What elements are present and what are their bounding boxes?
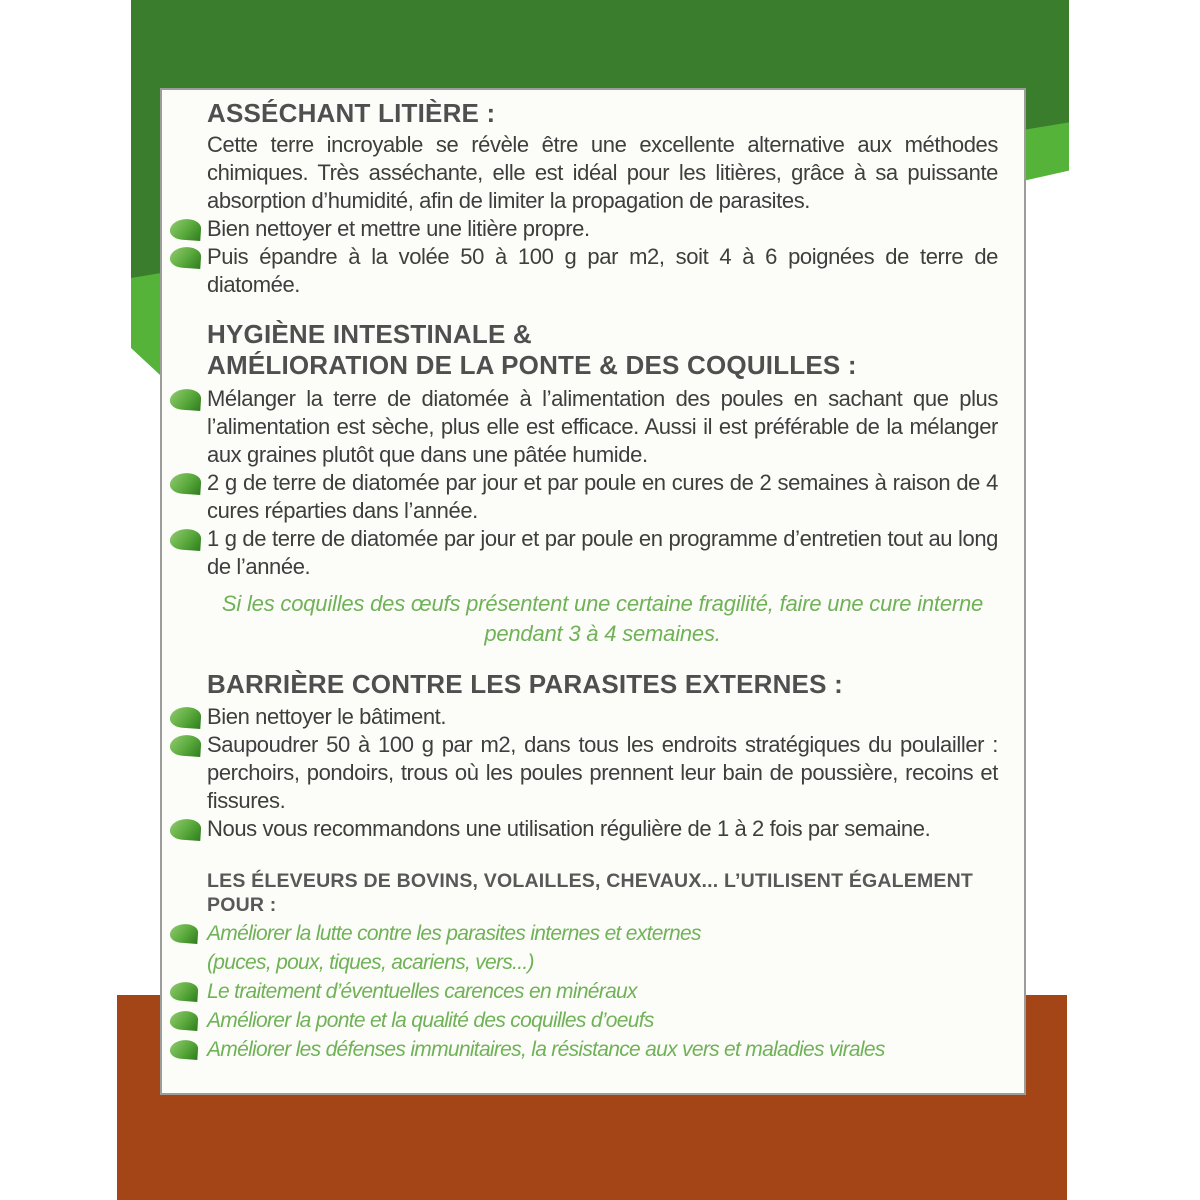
section-heading-line1: HYGIÈNE INTESTINALE & <box>207 319 532 349</box>
leaf-bullet-icon <box>169 818 201 841</box>
list-item-text: Le traitement d’éventuelles carences en minéraux <box>207 980 637 1003</box>
list-item-text: Mélanger la terre de diatomée à l’alimentation des poules en sachant que plus l’alimentation est sèche, plus elle est efficace. Aussi il est préférable de la mélanger aux graines plutôt que dans une pâtée humide. <box>207 386 998 467</box>
leaf-bullet-icon <box>169 218 201 241</box>
list-item <box>207 243 998 299</box>
section-hygiene-intestinale <box>207 319 998 649</box>
list-item <box>207 385 998 469</box>
section-heading: LES ÉLEVEURS DE BOVINS, VOLAILLES, CHEVAUX... L’UTILISENT ÉGALEMENT POUR : <box>207 870 974 916</box>
section-heading-line2: AMÉLIORATION DE LA PONTE & DES COQUILLES : <box>207 350 857 380</box>
egg-shell-note: Si les coquilles des œufs présentent une certaine fragilité, faire une cure interne pendant 3 à 4 semaines. <box>221 591 984 646</box>
list-item-text: 2 g de terre de diatomée par jour et par poule en cures de 2 semaines à raison de 4 cures réparties dans l’année. <box>207 470 998 523</box>
leaf-bullet-icon <box>169 1039 198 1060</box>
list-item-text-line2: (puces, poux, tiques, acariens, vers...) <box>207 951 534 974</box>
section-heading: BARRIÈRE CONTRE LES PARASITES EXTERNES : <box>207 669 843 699</box>
list-item-text: Améliorer la lutte contre les parasites internes et externes <box>207 922 701 945</box>
section-barriere-parasites <box>207 669 998 843</box>
list-item <box>207 815 998 843</box>
list-item <box>207 919 998 977</box>
list-item <box>207 525 998 581</box>
list-item <box>207 977 998 1006</box>
leaf-bullet-icon <box>169 981 198 1002</box>
list-item <box>207 1035 998 1064</box>
list-item-text: 1 g de terre de diatomée par jour et par poule en programme d’entretien tout au long de l’année. <box>207 526 998 579</box>
list-item-text: Saupoudrer 50 à 100 g par m2, dans tous les endroits stratégiques du poulailler : perchoirs, pondoirs, trous où les poules prennent leur bain de poussière, recoins et fissures. <box>207 732 998 813</box>
list-item-text: Améliorer les défenses immunitaires, la résistance aux vers et maladies virales <box>207 1038 885 1061</box>
section-eleveurs <box>207 869 998 1064</box>
list-item <box>207 703 998 731</box>
list-item-text: Bien nettoyer le bâtiment. <box>207 704 447 729</box>
leaf-bullet-icon <box>169 1010 198 1031</box>
section-assechant-litiere <box>207 98 998 299</box>
section-heading: ASSÉCHANT LITIÈRE : <box>207 98 496 128</box>
leaf-bullet-icon <box>169 734 201 757</box>
list-item-text: Puis épandre à la volée 50 à 100 g par m2, soit 4 à 6 poignées de terre de diatomée. <box>207 244 998 297</box>
leaf-bullet-icon <box>169 923 198 944</box>
list-item <box>207 215 998 243</box>
list-item <box>207 469 998 525</box>
section-intro: Cette terre incroyable se révèle être une excellente alternative aux méthodes chimiques. Très asséchante, elle est idéal pour les litières, grâce à sa puissante absorption d’humidité, afin de limiter la propagation de parasites. <box>207 132 998 213</box>
leaf-bullet-icon <box>169 388 201 411</box>
list-item-text: Bien nettoyer et mettre une litière propre. <box>207 216 590 241</box>
list-item-text: Nous vous recommandons une utilisation régulière de 1 à 2 fois par semaine. <box>207 816 931 841</box>
list-item-text: Améliorer la ponte et la qualité des coquilles d’oeufs <box>207 1009 654 1032</box>
leaf-bullet-icon <box>169 706 201 729</box>
section-heading <box>207 319 998 381</box>
label-card <box>160 88 1026 1095</box>
list-item <box>207 731 998 815</box>
leaf-bullet-icon <box>169 472 201 495</box>
leaf-bullet-icon <box>169 528 201 551</box>
list-item <box>207 1006 998 1035</box>
leaf-bullet-icon <box>169 246 201 269</box>
